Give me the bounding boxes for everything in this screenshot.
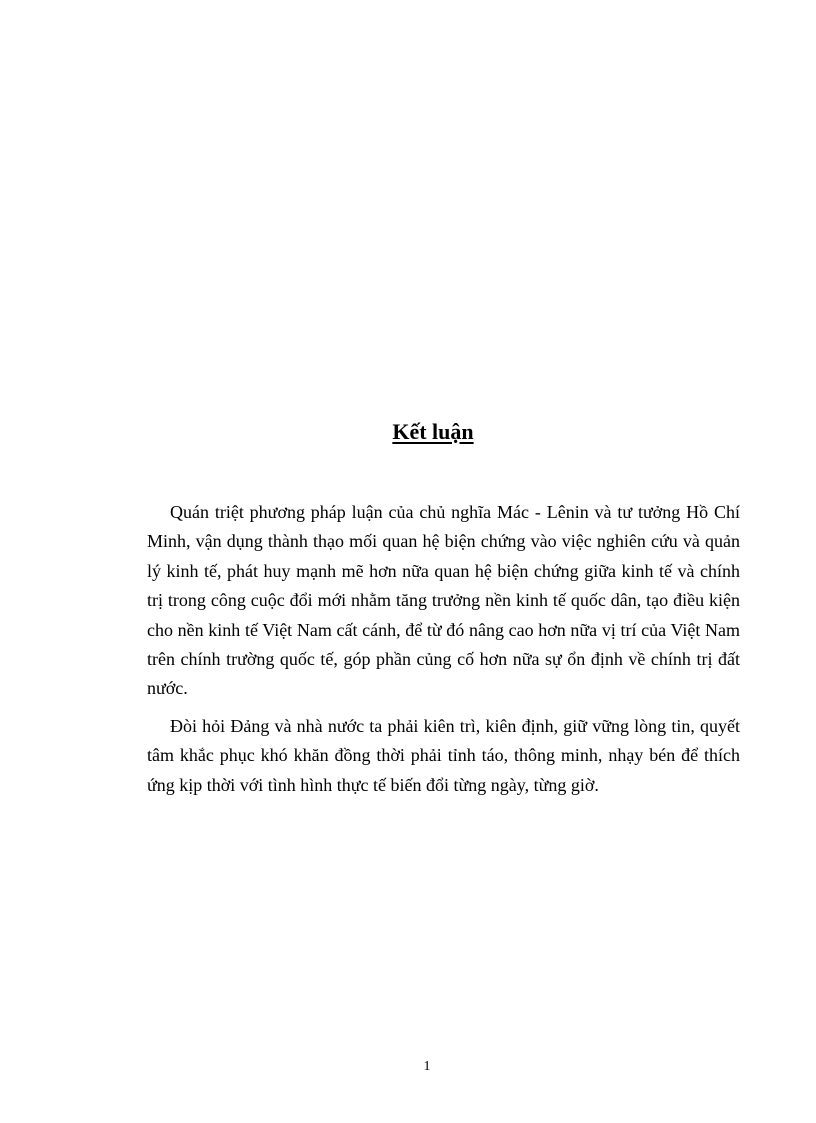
- paragraph-1: Quán triệt phương pháp luận của chủ nghĩa Mác - Lênin và tư tưởng Hồ Chí Minh, vận dụng thành thạo mối quan hệ biện chứng vào việc nghiên cứu và quản lý kinh tế, phát huy mạnh mẽ hơn nữa quan hệ biện chứng giữa kinh tế và chính trị trong công cuộc đổi mới nhằm tăng trưởng nền kinh tế quốc dân, tạo điều kiện cho nền kinh tế Việt Nam cất cánh, để từ đó nâng cao hơn nữa vị trí của Việt Nam trên chính trường quốc tế, góp phần củng cố hơn nữa sự ổn định về chính trị đất nước.: [147, 502, 740, 699]
- body-text: [147, 498, 740, 808]
- page-number: 1: [423, 1059, 431, 1074]
- paragraph-2: Đòi hỏi Đảng và nhà nước ta phải kiên trì, kiên định, giữ vững lòng tin, quyết tâm khắc phục khó khăn đồng thời phải tỉnh táo, thông minh, nhạy bén để thích ứng kịp thời với tình hình thực tế biến đổi từng ngày, từng giờ.: [147, 715, 740, 795]
- page-title: Kết luận: [392, 419, 474, 444]
